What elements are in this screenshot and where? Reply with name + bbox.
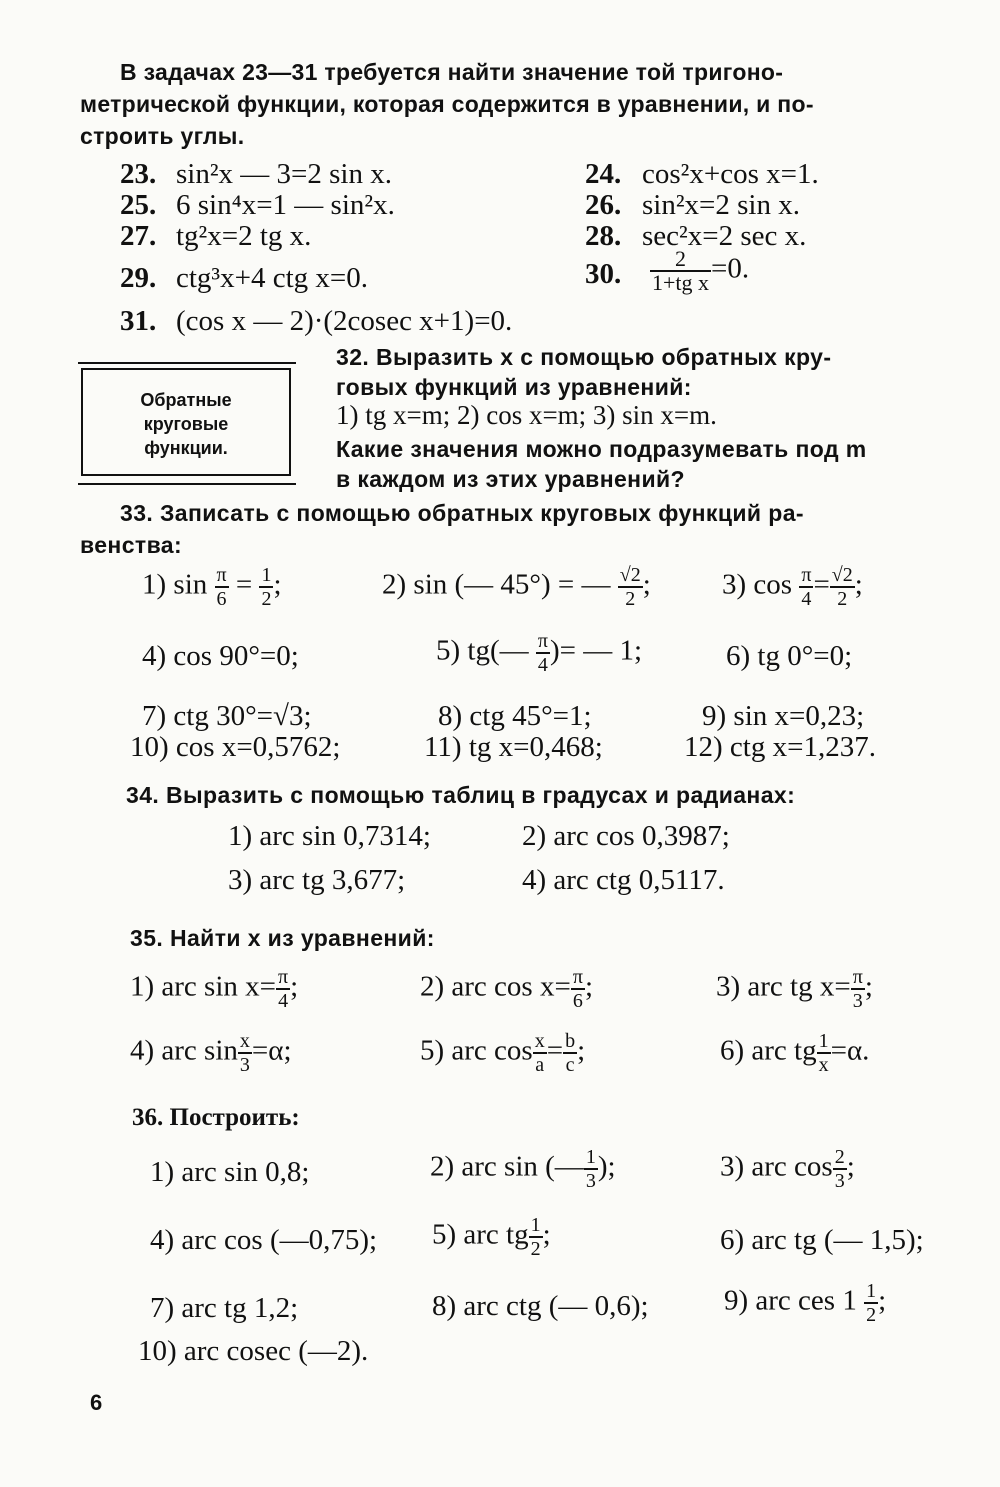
fraction: $\frac{1}{2}$ xyxy=(866,1280,877,1326)
fraction: $\frac{2}{\text{1+tg x}}$ xyxy=(652,246,710,295)
problem-29-number: 29. xyxy=(120,262,157,294)
fraction: $\frac{\pi}{3}$ xyxy=(852,966,863,1012)
fraction: $\frac{1}{2}$ xyxy=(261,564,272,610)
problem-33-item-11: 11) tg x=0,468; xyxy=(424,731,603,763)
sidebox-line-3: функции. xyxy=(144,438,228,458)
problem-32-line-2: говых функций из уравнений: xyxy=(336,374,692,400)
problem-34-item-2: 2) arc cos 0,3987; xyxy=(522,820,730,852)
problem-36-item-10: 10) arc cosec (—2). xyxy=(138,1335,369,1367)
problem-27-number: 27. xyxy=(120,220,157,252)
problem-36-item-1: 1) arc sin 0,8; xyxy=(150,1156,310,1188)
problem-36-item-8: 8) arc ctg (— 0,6); xyxy=(432,1290,649,1322)
problem-36-item-7: 7) arc tg 1,2; xyxy=(150,1292,299,1324)
problem-36-item-6: 6) arc tg (— 1,5); xyxy=(720,1224,924,1256)
fraction: $\frac{\pi}{6}$ xyxy=(216,564,227,610)
problem-35-item-4: 4) arc sin $\frac{x}{3}$ =α; xyxy=(130,1030,292,1076)
problem-33-item-10: 10) cos x=0,5762; xyxy=(130,731,341,763)
sidebox-line-1: Обратные xyxy=(140,390,232,410)
problem-36-item-4: 4) arc cos (—0,75); xyxy=(150,1224,378,1256)
problem-36-item-5: 5) arc tg $\frac{1}{2}$ ; xyxy=(432,1214,551,1260)
problem-33-item-3: 3) cos $\frac{\pi}{4}$ = $\frac{√2}{2}$ ; xyxy=(722,564,863,610)
problem-32-line-1: 32. Выразить x с помощью обратных кру- xyxy=(336,344,832,370)
problem-32-line-3: 1) tg x=m; 2) cos x=m; 3) sin x=m. xyxy=(336,400,717,430)
intro-line-3: строить углы. xyxy=(80,123,245,149)
problem-33-item-8: 8) ctg 45°=1; xyxy=(438,700,592,732)
problem-34-item-3: 3) arc tg 3,677; xyxy=(228,864,406,896)
problem-36-item-2: 2) arc sin (— $\frac{1}{3}$ ); xyxy=(430,1146,616,1192)
problem-34-item-4: 4) arc ctg 0,5117. xyxy=(522,864,725,896)
problem-23-number: 23. xyxy=(120,158,157,190)
problem-26-equation: sin²x=2 sin x. xyxy=(642,189,800,221)
problem-31-number: 31. xyxy=(120,305,157,337)
fraction: $\frac{1}{3}$ xyxy=(585,1146,596,1192)
problem-27-equation: tg²x=2 tg x. xyxy=(176,220,312,252)
problem-28-equation: sec²x=2 sec x. xyxy=(642,220,807,252)
problem-33-item-5: 5) tg(— $\frac{\pi}{4}$ )= — 1; xyxy=(436,630,643,676)
fraction: $\frac{x}{a}$ xyxy=(534,1030,545,1076)
problem-30-number: 30. xyxy=(585,258,622,290)
problem-36-item-9: 9) arc ces 1 $\frac{1}{2}$ ; xyxy=(724,1280,887,1326)
problem-36-heading: 36. Построить: xyxy=(132,1104,300,1131)
problem-33-line-1: 33. Записать с помощью обратных круговых функций ра- xyxy=(120,500,804,526)
problem-23-equation: sin²x — 3=2 sin x. xyxy=(176,158,392,190)
fraction: $\frac{x}{3}$ xyxy=(239,1030,250,1076)
fraction: $\frac{2}{3}$ xyxy=(834,1146,845,1192)
problem-32-line-4: Какие значения можно подразумевать под m xyxy=(336,436,867,462)
problem-24-number: 24. xyxy=(585,158,622,190)
intro-line-2: метрической функции, которая содержится в уравнении, и по- xyxy=(80,91,814,117)
problem-33-item-4: 4) cos 90°=0; xyxy=(142,640,299,672)
fraction: $\frac{\pi}{4}$ xyxy=(801,564,812,610)
sidebox-inverse-functions xyxy=(81,368,291,476)
problem-32-line-5: в каждом из этих уравнений? xyxy=(336,466,686,492)
problem-34-heading: 34. Выразить с помощью таблиц в градусах и радианах: xyxy=(126,782,796,808)
problem-33-item-1: 1) sin $\frac{\pi}{6}$ = $\frac{1}{2}$ ; xyxy=(142,564,282,610)
fraction: $\frac{√2}{2}$ xyxy=(831,564,853,610)
problem-35-item-5: 5) arc cos $\frac{x}{a}$ = $\frac{b}{c}$ ; xyxy=(420,1030,586,1076)
problem-33-item-6: 6) tg 0°=0; xyxy=(726,640,853,672)
problem-34-item-1: 1) arc sin 0,7314; xyxy=(228,820,431,852)
problem-30-equation: $\frac{2}{\text{1+tg x}}$ =0. xyxy=(652,246,750,295)
page-number: 6 xyxy=(90,1390,103,1415)
fraction: $\frac{\pi}{6}$ xyxy=(572,966,583,1012)
intro-line-1: В задачах 23—31 требуется найти значение той тригоно- xyxy=(120,59,784,85)
problem-26-number: 26. xyxy=(585,189,622,221)
fraction: $\frac{\pi}{4}$ xyxy=(278,966,289,1012)
problem-35-item-1: 1) arc sin x= $\frac{\pi}{4}$ ; xyxy=(130,966,299,1012)
problem-33-item-12: 12) ctg x=1,237. xyxy=(684,731,876,763)
fraction: $\frac{1}{x}$ xyxy=(818,1030,829,1076)
problem-25-equation: 6 sin⁴x=1 — sin²x. xyxy=(176,189,395,221)
problem-33-item-9: 9) sin x=0,23; xyxy=(702,700,865,732)
fraction: $\frac{\pi}{4}$ xyxy=(537,630,548,676)
divider-bottom xyxy=(78,483,296,485)
problem-35-heading: 35. Найти x из уравнений: xyxy=(130,925,435,951)
problem-36-item-3: 3) arc cos $\frac{2}{3}$ ; xyxy=(720,1146,855,1192)
problem-24-equation: cos²x+cos x=1. xyxy=(642,158,819,190)
fraction: $\frac{1}{2}$ xyxy=(530,1214,541,1260)
problem-35-item-6: 6) arc tg $\frac{1}{x}$ =α. xyxy=(720,1030,870,1076)
fraction: $\frac{b}{c}$ xyxy=(565,1030,576,1076)
problem-29-equation: ctg³x+4 ctg x=0. xyxy=(176,262,369,294)
problem-25-number: 25. xyxy=(120,189,157,221)
problem-35-item-3: 3) arc tg x= $\frac{\pi}{3}$ ; xyxy=(716,966,873,1012)
problem-35-item-2: 2) arc cos x= $\frac{\pi}{6}$ ; xyxy=(420,966,593,1012)
problem-33-item-7: 7) ctg 30°=√3; xyxy=(142,700,312,732)
problem-28-number: 28. xyxy=(585,220,622,252)
divider-top xyxy=(78,362,296,364)
sidebox-line-2: круговые xyxy=(143,414,229,434)
problem-33-item-2: 2) sin (— 45°) = — $\frac{√2}{2}$ ; xyxy=(382,564,651,610)
problem-33-line-2: венства: xyxy=(80,532,183,558)
fraction: $\frac{√2}{2}$ xyxy=(619,564,641,610)
problem-31-equation: (cos x — 2)·(2cosec x+1)=0. xyxy=(176,305,513,337)
